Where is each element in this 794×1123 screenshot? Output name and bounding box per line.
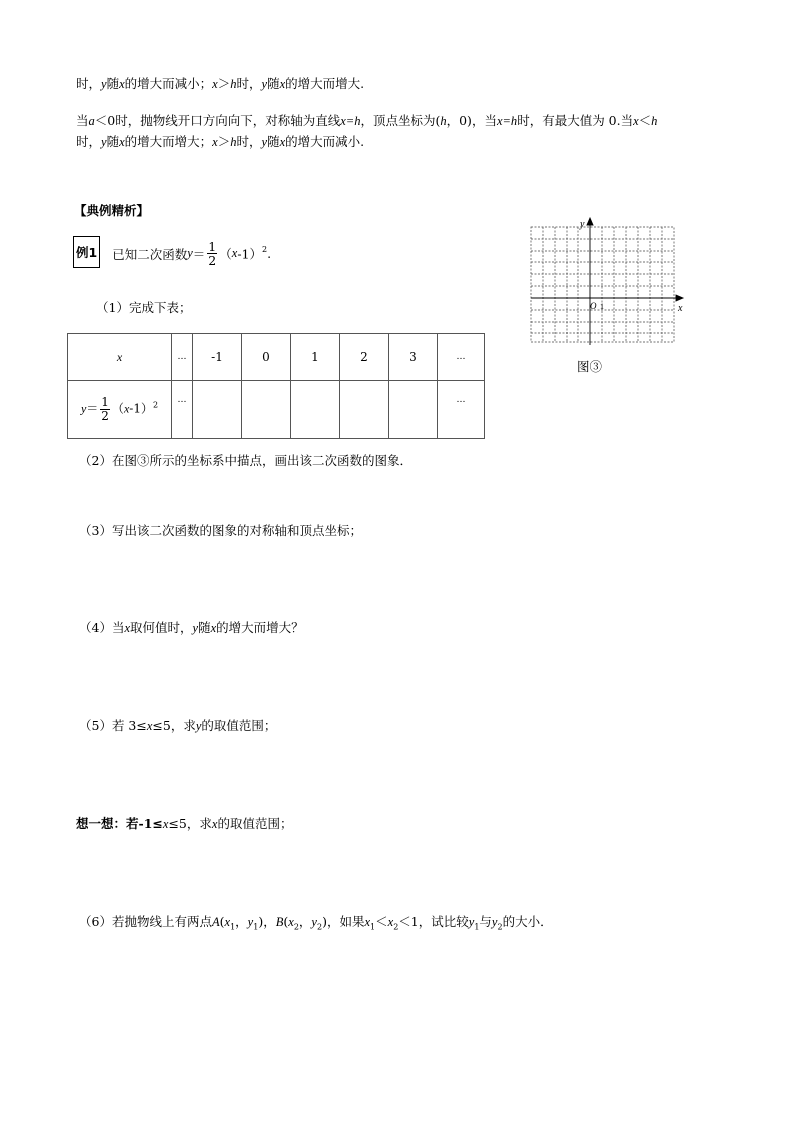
table-row-x — [68, 334, 485, 381]
intro-line-2: 当a＜0时，抛物线开口方向向下，对称轴为直线x=h，顶点坐标为(h，0)，当x=h时，有最大值为 0.当x＜h — [76, 113, 658, 128]
table-cell: 0 — [242, 334, 291, 381]
x-tick-label: 1 — [600, 302, 604, 311]
table-cell: 3 — [389, 334, 438, 381]
table-input-cell[interactable] — [291, 381, 340, 439]
table-input-cell[interactable] — [193, 381, 242, 439]
question-6: （6）若抛物线上有两点$A(x_1$，$y_1$)，$B(x_2$，$y_2$)，如果$x_1<x_2<1$，试比较$y_1$与$y_2$的大小． — [79, 914, 553, 932]
question-2: （2）在图③所示的坐标系中描点，画出该二次函数的图象． — [79, 453, 412, 468]
question-3: （3）写出该二次函数的图象的对称轴和顶点坐标； — [79, 523, 362, 538]
x-axis-arrow-icon — [676, 295, 683, 301]
y-axis-label: y — [580, 219, 585, 230]
table-input-cell[interactable] — [242, 381, 291, 439]
example-fraction: $\frac{1}{2}$ — [208, 238, 217, 268]
table-cell: … — [172, 381, 193, 439]
table-cell: 1 — [291, 334, 340, 381]
section-title: 【典例精析】 — [74, 203, 150, 218]
table-header-x: x — [68, 334, 172, 381]
grid-border — [531, 227, 674, 342]
table-cell: … — [438, 334, 485, 381]
value-table — [67, 333, 485, 439]
table-row-y — [68, 381, 485, 439]
intro-line-3: 时，y随x的增大而增大；x＞h时，y随x的增大而减小. — [76, 134, 365, 149]
table-cell: 2 — [340, 334, 389, 381]
example-prefix: 已知二次函数 — [112, 246, 188, 262]
table-cell: … — [438, 381, 485, 439]
figure-caption: 图③ — [577, 359, 603, 374]
question-4: （4）当x取何值时，y随x的增大而增大？ — [79, 620, 304, 635]
example-1: 例1 已知二次函数y＝ $\frac{1}{2}$ $(x-1)^2$. — [73, 236, 271, 268]
origin-label: O — [590, 301, 597, 311]
table-cell: … — [172, 334, 193, 381]
coordinate-grid[interactable] — [528, 215, 688, 350]
question-5: （5）若 3≤x≤5，求y的取值范围； — [79, 718, 277, 733]
table-input-cell[interactable] — [389, 381, 438, 439]
table-input-cell[interactable] — [340, 381, 389, 439]
intro-line-1: 时，y随x的增大而减小；x＞h时，y随x的增大而增大. — [76, 76, 365, 91]
question-1: （1）完成下表； — [96, 300, 192, 315]
table-header-y: y＝ $\frac{1}{2}$ $(x-1)^2$ — [68, 381, 172, 439]
think-label: 想一想 — [76, 816, 114, 831]
table-cell: -1 — [193, 334, 242, 381]
example-label: 例1 — [73, 236, 100, 268]
y-axis-arrow-icon — [587, 218, 593, 225]
x-axis-label: x — [678, 303, 683, 314]
think-question: 想一想：若-1≤x≤5，求x的取值范围； — [76, 816, 293, 831]
